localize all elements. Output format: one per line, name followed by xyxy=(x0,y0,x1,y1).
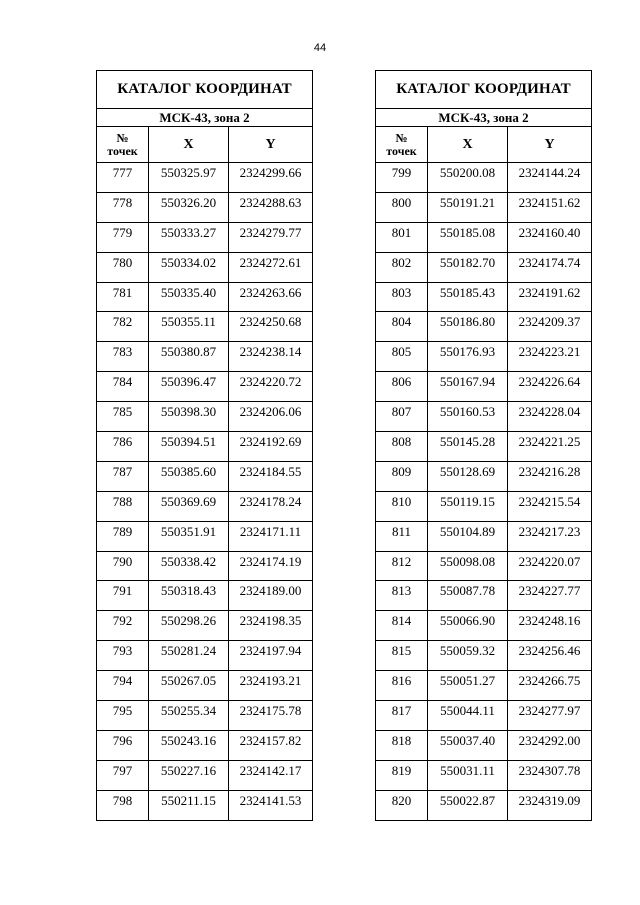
point-number-cell: 792 xyxy=(97,611,149,641)
y-coordinate-cell: 2324279.77 xyxy=(229,222,313,252)
point-number-cell: 789 xyxy=(97,521,149,551)
point-number-cell: 779 xyxy=(97,222,149,252)
x-coordinate-cell: 550298.26 xyxy=(149,611,229,641)
x-coordinate-cell: 550333.27 xyxy=(149,222,229,252)
x-coordinate-cell: 550335.40 xyxy=(149,282,229,312)
x-coordinate-cell: 550037.40 xyxy=(428,730,508,760)
point-number-cell: 778 xyxy=(97,192,149,222)
x-coordinate-cell: 550022.87 xyxy=(428,790,508,820)
point-number-cell: 820 xyxy=(376,790,428,820)
point-number-cell: 799 xyxy=(376,163,428,193)
point-number-cell: 808 xyxy=(376,432,428,462)
y-coordinate-cell: 2324250.68 xyxy=(229,312,313,342)
y-coordinate-cell: 2324197.94 xyxy=(229,641,313,671)
x-coordinate-cell: 550128.69 xyxy=(428,461,508,491)
y-coordinate-cell: 2324192.69 xyxy=(229,432,313,462)
point-number-cell: 795 xyxy=(97,701,149,731)
y-coordinate-cell: 2324319.09 xyxy=(508,790,592,820)
table-row xyxy=(376,701,592,731)
x-coordinate-cell: 550227.16 xyxy=(149,760,229,790)
y-coordinate-cell: 2324209.37 xyxy=(508,312,592,342)
table-row xyxy=(376,461,592,491)
y-coordinate-cell: 2324157.82 xyxy=(229,730,313,760)
table-row xyxy=(97,312,313,342)
y-coordinate-cell: 2324174.74 xyxy=(508,252,592,282)
table-row xyxy=(97,252,313,282)
point-number-cell: 806 xyxy=(376,372,428,402)
y-coordinate-cell: 2324263.66 xyxy=(229,282,313,312)
point-number-cell: 794 xyxy=(97,671,149,701)
y-coordinate-cell: 2324220.72 xyxy=(229,372,313,402)
x-coordinate-cell: 550044.11 xyxy=(428,701,508,731)
point-number-cell: 818 xyxy=(376,730,428,760)
y-coordinate-cell: 2324277.97 xyxy=(508,701,592,731)
table-row xyxy=(376,611,592,641)
x-coordinate-cell: 550380.87 xyxy=(149,342,229,372)
x-coordinate-cell: 550167.94 xyxy=(428,372,508,402)
y-coordinate-cell: 2324193.21 xyxy=(229,671,313,701)
y-coordinate-cell: 2324223.21 xyxy=(508,342,592,372)
y-coordinate-cell: 2324217.23 xyxy=(508,521,592,551)
catalog-rows xyxy=(376,163,592,821)
coordinate-catalog-right xyxy=(375,70,592,821)
x-coordinate-cell: 550338.42 xyxy=(149,551,229,581)
table-row xyxy=(97,641,313,671)
x-coordinate-cell: 550191.21 xyxy=(428,192,508,222)
x-coordinate-cell: 550031.11 xyxy=(428,760,508,790)
point-number-cell: 797 xyxy=(97,760,149,790)
catalog-title: КАТАЛОГ КООРДИНАТ xyxy=(376,71,592,109)
catalog-rows xyxy=(97,163,313,821)
x-coordinate-cell: 550394.51 xyxy=(149,432,229,462)
catalog-subtitle: МСК-43, зона 2 xyxy=(97,109,313,127)
x-coordinate-cell: 550145.28 xyxy=(428,432,508,462)
point-number-cell: 819 xyxy=(376,760,428,790)
table-row xyxy=(376,521,592,551)
table-row xyxy=(376,432,592,462)
point-number-cell: 813 xyxy=(376,581,428,611)
point-number-header: № точек xyxy=(376,127,428,163)
table-row xyxy=(97,402,313,432)
table-row xyxy=(376,491,592,521)
table-row xyxy=(376,192,592,222)
point-number-cell: 798 xyxy=(97,790,149,820)
point-number-header: № точек xyxy=(97,127,149,163)
table-row xyxy=(376,671,592,701)
y-coordinate-cell: 2324178.24 xyxy=(229,491,313,521)
y-coordinate-cell: 2324292.00 xyxy=(508,730,592,760)
point-number-cell: 787 xyxy=(97,461,149,491)
x-coordinate-cell: 550267.05 xyxy=(149,671,229,701)
x-coordinate-cell: 550066.90 xyxy=(428,611,508,641)
coordinate-catalog-left xyxy=(96,70,313,821)
y-coordinate-cell: 2324266.75 xyxy=(508,671,592,701)
y-coordinate-cell: 2324174.19 xyxy=(229,551,313,581)
x-coordinate-cell: 550398.30 xyxy=(149,402,229,432)
table-row xyxy=(376,730,592,760)
y-coordinate-cell: 2324141.53 xyxy=(229,790,313,820)
y-header: Y xyxy=(508,127,592,163)
table-row xyxy=(97,461,313,491)
y-coordinate-cell: 2324144.24 xyxy=(508,163,592,193)
point-number-cell: 781 xyxy=(97,282,149,312)
table-row xyxy=(97,790,313,820)
point-number-cell: 810 xyxy=(376,491,428,521)
table-row xyxy=(376,402,592,432)
y-coordinate-cell: 2324220.07 xyxy=(508,551,592,581)
y-coordinate-cell: 2324160.40 xyxy=(508,222,592,252)
table-row xyxy=(97,372,313,402)
point-number-cell: 782 xyxy=(97,312,149,342)
point-number-cell: 793 xyxy=(97,641,149,671)
x-header: X xyxy=(428,127,508,163)
x-coordinate-cell: 550200.08 xyxy=(428,163,508,193)
y-coordinate-cell: 2324216.28 xyxy=(508,461,592,491)
y-coordinate-cell: 2324288.63 xyxy=(229,192,313,222)
point-number-cell: 804 xyxy=(376,312,428,342)
table-row xyxy=(376,760,592,790)
table-row xyxy=(376,282,592,312)
y-coordinate-cell: 2324299.66 xyxy=(229,163,313,193)
x-coordinate-cell: 550318.43 xyxy=(149,581,229,611)
point-number-cell: 803 xyxy=(376,282,428,312)
catalog-subtitle: МСК-43, зона 2 xyxy=(376,109,592,127)
catalog-title: КАТАЛОГ КООРДИНАТ xyxy=(97,71,313,109)
y-coordinate-cell: 2324248.16 xyxy=(508,611,592,641)
x-coordinate-cell: 550369.69 xyxy=(149,491,229,521)
x-coordinate-cell: 550396.47 xyxy=(149,372,229,402)
point-number-cell: 809 xyxy=(376,461,428,491)
table-row xyxy=(97,521,313,551)
x-coordinate-cell: 550281.24 xyxy=(149,641,229,671)
x-coordinate-cell: 550351.91 xyxy=(149,521,229,551)
table-row xyxy=(97,222,313,252)
table-row xyxy=(376,222,592,252)
x-coordinate-cell: 550185.43 xyxy=(428,282,508,312)
point-number-cell: 816 xyxy=(376,671,428,701)
table-row xyxy=(97,491,313,521)
x-coordinate-cell: 550255.34 xyxy=(149,701,229,731)
y-coordinate-cell: 2324272.61 xyxy=(229,252,313,282)
table-row xyxy=(97,163,313,193)
x-coordinate-cell: 550334.02 xyxy=(149,252,229,282)
table-row xyxy=(376,790,592,820)
y-coordinate-cell: 2324198.35 xyxy=(229,611,313,641)
table-row xyxy=(376,342,592,372)
x-coordinate-cell: 550186.80 xyxy=(428,312,508,342)
x-coordinate-cell: 550326.20 xyxy=(149,192,229,222)
point-number-cell: 814 xyxy=(376,611,428,641)
x-coordinate-cell: 550243.16 xyxy=(149,730,229,760)
point-number-cell: 796 xyxy=(97,730,149,760)
x-coordinate-cell: 550176.93 xyxy=(428,342,508,372)
table-row xyxy=(97,611,313,641)
y-coordinate-cell: 2324142.17 xyxy=(229,760,313,790)
y-coordinate-cell: 2324238.14 xyxy=(229,342,313,372)
x-coordinate-cell: 550355.11 xyxy=(149,312,229,342)
y-coordinate-cell: 2324226.64 xyxy=(508,372,592,402)
y-coordinate-cell: 2324228.04 xyxy=(508,402,592,432)
x-header: X xyxy=(149,127,229,163)
y-coordinate-cell: 2324191.62 xyxy=(508,282,592,312)
point-number-cell: 812 xyxy=(376,551,428,581)
point-number-cell: 811 xyxy=(376,521,428,551)
y-header: Y xyxy=(229,127,313,163)
y-coordinate-cell: 2324189.00 xyxy=(229,581,313,611)
point-number-cell: 817 xyxy=(376,701,428,731)
x-coordinate-cell: 550051.27 xyxy=(428,671,508,701)
table-row xyxy=(97,671,313,701)
table-row xyxy=(376,581,592,611)
y-coordinate-cell: 2324171.11 xyxy=(229,521,313,551)
x-coordinate-cell: 550160.53 xyxy=(428,402,508,432)
table-row xyxy=(376,641,592,671)
x-coordinate-cell: 550385.60 xyxy=(149,461,229,491)
table-row xyxy=(97,701,313,731)
x-coordinate-cell: 550119.15 xyxy=(428,491,508,521)
y-coordinate-cell: 2324151.62 xyxy=(508,192,592,222)
table-row xyxy=(97,342,313,372)
page-number: 44 xyxy=(313,42,327,54)
point-number-cell: 785 xyxy=(97,402,149,432)
y-coordinate-cell: 2324215.54 xyxy=(508,491,592,521)
y-coordinate-cell: 2324256.46 xyxy=(508,641,592,671)
y-coordinate-cell: 2324221.25 xyxy=(508,432,592,462)
y-coordinate-cell: 2324307.78 xyxy=(508,760,592,790)
table-row xyxy=(97,581,313,611)
x-coordinate-cell: 550325.97 xyxy=(149,163,229,193)
table-row xyxy=(376,312,592,342)
point-number-cell: 786 xyxy=(97,432,149,462)
point-number-cell: 805 xyxy=(376,342,428,372)
point-number-cell: 780 xyxy=(97,252,149,282)
table-row xyxy=(376,372,592,402)
point-number-cell: 802 xyxy=(376,252,428,282)
y-coordinate-cell: 2324175.78 xyxy=(229,701,313,731)
point-number-cell: 784 xyxy=(97,372,149,402)
point-number-cell: 777 xyxy=(97,163,149,193)
x-coordinate-cell: 550059.32 xyxy=(428,641,508,671)
table-row xyxy=(97,282,313,312)
x-coordinate-cell: 550211.15 xyxy=(149,790,229,820)
table-row xyxy=(97,730,313,760)
x-coordinate-cell: 550087.78 xyxy=(428,581,508,611)
table-row xyxy=(376,551,592,581)
y-coordinate-cell: 2324227.77 xyxy=(508,581,592,611)
point-number-cell: 807 xyxy=(376,402,428,432)
point-number-cell: 790 xyxy=(97,551,149,581)
table-row xyxy=(97,551,313,581)
y-coordinate-cell: 2324206.06 xyxy=(229,402,313,432)
table-row xyxy=(376,252,592,282)
point-number-cell: 801 xyxy=(376,222,428,252)
y-coordinate-cell: 2324184.55 xyxy=(229,461,313,491)
table-row xyxy=(97,760,313,790)
x-coordinate-cell: 550098.08 xyxy=(428,551,508,581)
x-coordinate-cell: 550182.70 xyxy=(428,252,508,282)
table-row xyxy=(97,432,313,462)
table-row xyxy=(97,192,313,222)
point-number-cell: 815 xyxy=(376,641,428,671)
x-coordinate-cell: 550104.89 xyxy=(428,521,508,551)
x-coordinate-cell: 550185.08 xyxy=(428,222,508,252)
point-number-cell: 783 xyxy=(97,342,149,372)
point-number-cell: 791 xyxy=(97,581,149,611)
point-number-cell: 800 xyxy=(376,192,428,222)
point-number-cell: 788 xyxy=(97,491,149,521)
table-row xyxy=(376,163,592,193)
